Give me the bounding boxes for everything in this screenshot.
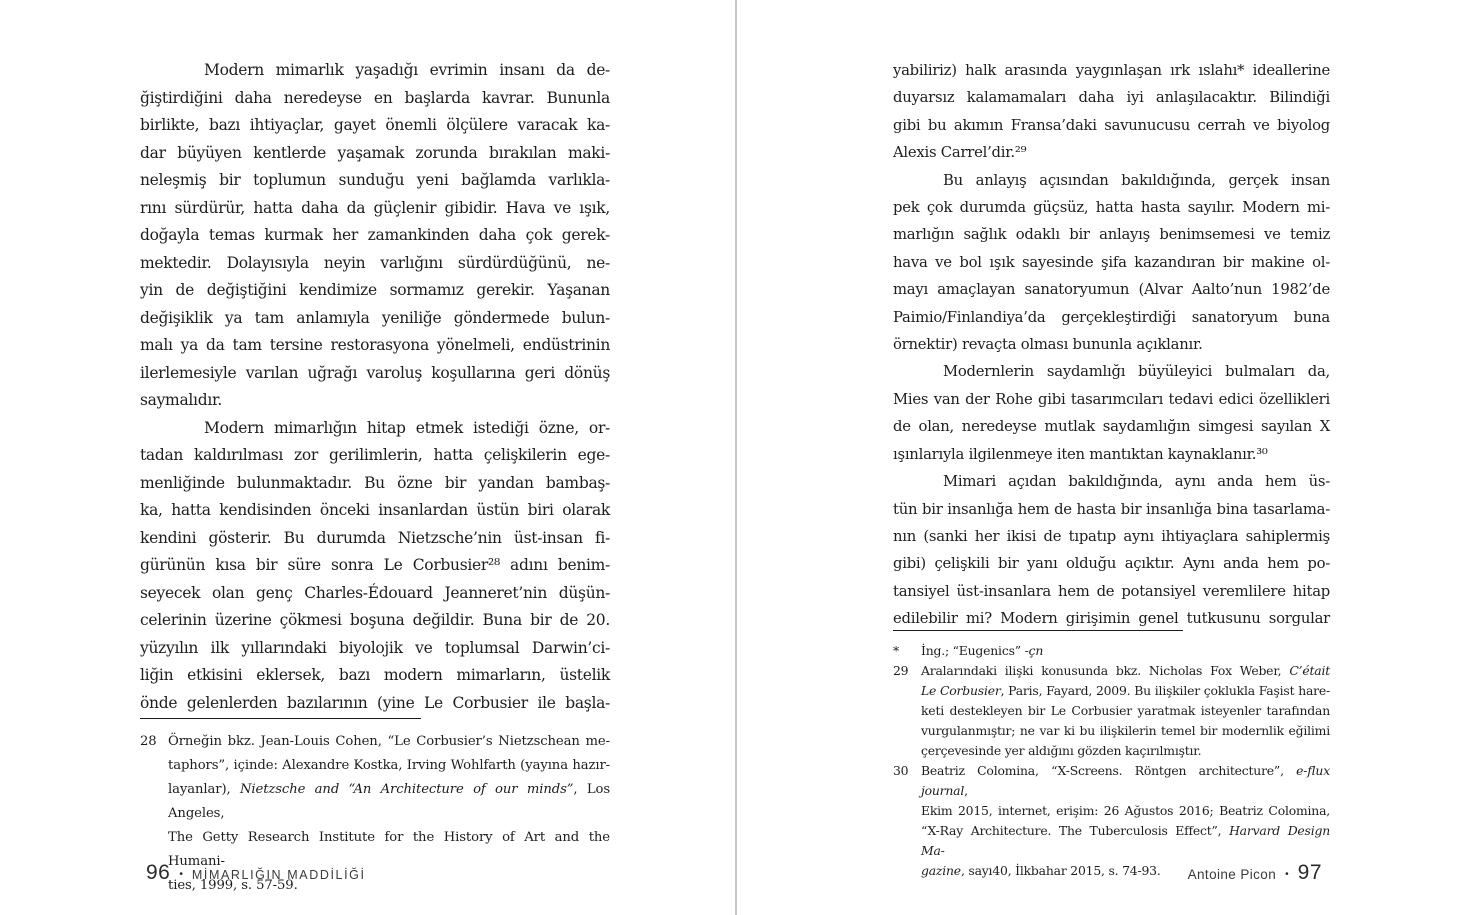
footnote-rule xyxy=(140,718,421,719)
text-line: gibi) çelişkili bir yanı olduğu açıktır. Aynı anda hem po- xyxy=(893,555,1330,573)
text-line: liğin etkisini eklersek, bazı modern mimarların, üstelik xyxy=(140,666,610,684)
footnote-text-run: keti destekleyen bir Le Corbusier yaratmak isteyenler tarafından xyxy=(921,703,1330,718)
running-author: Antoine Picon xyxy=(1187,867,1277,882)
text-line: malı ya da tam tersine restorasyona yönelmeli, endüstrinin xyxy=(140,336,610,354)
text-line: celerinin üzerine çökmesi boşuna değildir. Buna bir de 20. xyxy=(140,611,610,629)
text-line: mayı amaçlayan sanatoryumun (Alvar Aalto’nun 1982’de xyxy=(893,281,1330,299)
page-right-footer xyxy=(1188,861,1322,885)
footnote-text-run: çerçevesinde yer aldığını gözden kaçırılmıştır. xyxy=(921,743,1202,758)
footnote-line xyxy=(921,741,1330,761)
text-line: tadan kaldırılması zor gerilimlerin, hatta çelişkilerin ege- xyxy=(140,446,610,464)
text-line: yüzyılın ilk yıllarındaki biyolojik ve toplumsal Darwin’ci- xyxy=(140,638,610,657)
text-line: Modern mimarlık yaşadığı evrimin insanı da de- xyxy=(204,61,610,79)
footnote-text-run: layanlar), xyxy=(168,782,240,797)
footnote-text-run: , Paris, Fayard, 2009. Bu ilişkiler çoklukla Faşist hare- xyxy=(1000,683,1331,698)
footnote-marker: 28 xyxy=(140,734,157,749)
footer-bullet: • xyxy=(1285,869,1289,880)
text-line: Mimari açıdan bakıldığında, aynı anda hem üs- xyxy=(943,473,1330,491)
footnote-text-run: , Los Angeles, xyxy=(168,782,610,821)
footnote xyxy=(893,661,1330,761)
footnote-text-run: , xyxy=(964,783,968,798)
text-line: ilerlemesiyle varılan uğrağı varoluş koşullarına geri dönüş xyxy=(140,363,610,382)
text-line: tün bir insanlığa hem de hasta bir insanlığa bina tasarlama- xyxy=(893,500,1330,518)
footnote-italic-run: Le Corbusier xyxy=(921,683,1001,698)
page-number: 97 xyxy=(1297,861,1322,884)
text-line: birlikte, bazı ihtiyaçlar, gayet önemli ölçülere varacak ka- xyxy=(140,116,610,134)
text-line: marlığın sağlık odaklı bir anlayış benimsemesi ve temiz xyxy=(893,226,1330,244)
footnote-text-run: Beatriz Colomina, “X-Screens. Röntgen architecture”, xyxy=(921,763,1297,778)
text-line: Modern mimarlığın hitap etmek istediği özne, or- xyxy=(204,418,610,437)
page-left xyxy=(0,0,735,915)
footnote-italic-run: Nietzsche and “An Architecture of our minds” xyxy=(239,782,574,797)
paragraph xyxy=(893,358,1330,468)
footnote-text-run: , sayı40, İlkbahar 2015, s. 74-93. xyxy=(960,863,1161,878)
footnote-text-run: İng.; “Eugenics” xyxy=(921,643,1025,658)
text-line: yin de değiştiğini kendimize sormamız gerekir. Yaşanan xyxy=(140,281,610,299)
text-line: Mies van der Rohe gibi tasarımcıları tedavi edici özellikleri xyxy=(893,390,1330,408)
text-line: ğiştirdiğini daha neredeyse en başlarda kavrar. Bununla xyxy=(140,88,610,107)
text-line: pek çok durumda güçsüz, hatta hasta sayılır. Modern mi- xyxy=(893,199,1330,217)
footnote-line xyxy=(168,778,610,826)
footnote-text-run: “X-Ray Architecture. The Tuberculosis Effect”, xyxy=(921,823,1230,838)
text-line: ka, hatta kendisinden önceki insanlardan üstün biri olarak xyxy=(140,501,610,519)
footnote-line xyxy=(921,681,1330,701)
footnote-marker: * xyxy=(893,643,899,658)
text-line: edilebilir mi? Modern girişimin genel tutkusunu sorgular xyxy=(893,610,1330,628)
footer-bullet: • xyxy=(179,869,183,880)
footnote xyxy=(893,641,1330,661)
text-line: tansiyel üst-insanlara hem de potansiyel veremlilere hitap xyxy=(893,582,1330,600)
footnote-text-run: ties, 1999, s. 57-59. xyxy=(168,878,298,893)
text-line: de olan, neredeyse mutlak saydamlığın simgesi sayılan X xyxy=(893,418,1330,436)
text-line: saymalıdır. xyxy=(140,391,223,409)
text-line: Bu anlayış açısından bakıldığında, gerçek insan xyxy=(943,171,1330,189)
footnote-text-run: Örneğin bkz. Jean-Louis Cohen, “Le Corbusier’s Nietzschean me- xyxy=(168,734,610,749)
page-right-footnotes xyxy=(893,641,1330,881)
text-line: neleşmiş bir toplumun sunduğu yeni bağlamda varlıkla- xyxy=(140,171,610,189)
paragraph xyxy=(893,167,1330,359)
text-line: önde gelenlerden bazılarının (yine Le Corbusier ile başla- xyxy=(140,693,610,712)
paragraph xyxy=(893,57,1330,167)
footnote-text-run: The Getty Research Institute for the History of Art and the Humani- xyxy=(168,830,610,869)
footnote-text-run: vurgulanmıştır; ne var ki bu ilişkilerin temel bir modernlik eğilimi xyxy=(921,723,1330,738)
text-line: Paimio/Finlandiya’da gerçekleştirdiği sanatoryum buna xyxy=(893,308,1330,326)
running-title: MİMARLIĞIN MADDİLİĞİ xyxy=(191,868,366,882)
text-line: hava ve bol ışık sayesinde şifa kazandıran bir makine ol- xyxy=(893,253,1330,271)
footnote-line xyxy=(921,761,1330,801)
text-line: örnektir) revaçta olması bununla açıklanır. xyxy=(893,336,1203,354)
text-line: menliğinde bulunmaktadır. Bu özne bir yandan bambaş- xyxy=(140,473,610,492)
text-line: rını sürdürür, hatta daha da güçlenir gibidir. Hava ve ışık, xyxy=(140,198,610,217)
text-line: değişiklik ya tam anlamıyla yeniliğe göndermede bulun- xyxy=(140,308,610,327)
text-line: kendini gösterir. Bu durumda Nietzsche’nin üst-insan fi- xyxy=(140,528,610,547)
footnote-italic-run: Harvard Design Ma- xyxy=(921,823,1330,858)
footnote-marker: 29 xyxy=(893,663,909,678)
text-line: mektedir. Dolayısıyla neyin varlığını sürdürdüğünü, ne- xyxy=(140,253,610,272)
page-number: 96 xyxy=(146,861,171,884)
footnote-line xyxy=(168,754,610,778)
footnote-line xyxy=(921,641,1330,661)
text-line: dar büyüyen kentlerde yaşamak zorunda bırakılan maki- xyxy=(140,143,610,162)
text-line: ışınlarıyla ilgilenmeye iten mantıktan kaynaklanır.³⁰ xyxy=(893,445,1268,463)
footnote-line xyxy=(921,721,1330,741)
text-line: duyarsız kalamamaları daha iyi anlaşılacaktır. Bilindiği xyxy=(893,89,1330,107)
footnote-rule xyxy=(893,630,1183,631)
footnote-text-run: Ekim 2015, internet, erişim: 26 Ağustos 2016; Beatriz Colomina, xyxy=(921,803,1330,818)
footnote-italic-run: gazine xyxy=(921,863,961,878)
footnote-line xyxy=(168,730,610,754)
page-right xyxy=(737,0,1471,915)
text-line: Alexis Carrel’dir.²⁹ xyxy=(893,144,1027,162)
footnote-marker: 30 xyxy=(893,763,909,778)
footnote-italic-run: -çn xyxy=(1024,643,1044,658)
footnote-text-run: Aralarındaki ilişki konusunda bkz. Nicholas Fox Weber, xyxy=(921,663,1290,678)
footnote-line xyxy=(921,661,1330,681)
paragraph xyxy=(893,468,1330,632)
page-left-body-text xyxy=(140,57,610,717)
footnote-line xyxy=(921,701,1330,721)
text-line: gürünün kısa bir süre sonra Le Corbusier²⁸ adını benim- xyxy=(140,556,610,574)
text-line: doğayla temas kurmak her zamankinden daha çok gerek- xyxy=(140,226,610,244)
text-line: nın (sanki her ikisi de tıpatıp aynı ihtiyaçlara sahiplermiş xyxy=(893,527,1330,545)
text-line: seyecek olan genç Charles-Édouard Jeanneret’nin düşün- xyxy=(140,583,610,602)
text-line: Modernlerin saydamlığı büyüleyici bulmaları da, xyxy=(943,363,1330,381)
footnote-italic-run: C’était xyxy=(1289,663,1330,678)
footnote-text-run: taphors”, içinde: Alexandre Kostka, Irving Wohlfarth (yayına hazır- xyxy=(168,758,610,773)
page-right-body-text xyxy=(893,57,1330,633)
page-left-footer xyxy=(146,861,366,885)
paragraph xyxy=(140,415,610,718)
footnote-line xyxy=(921,821,1330,861)
text-line: yabiliriz) halk arasında yaygınlaşan ırk ıslahı* ideallerine xyxy=(893,62,1330,79)
paragraph xyxy=(140,57,610,415)
footnote-italic-run: e-flux journal xyxy=(921,763,1330,798)
text-line: gibi bu akımın Fransa’daki savunucusu cerrah ve biyolog xyxy=(893,116,1330,134)
footnote-line xyxy=(921,801,1330,821)
